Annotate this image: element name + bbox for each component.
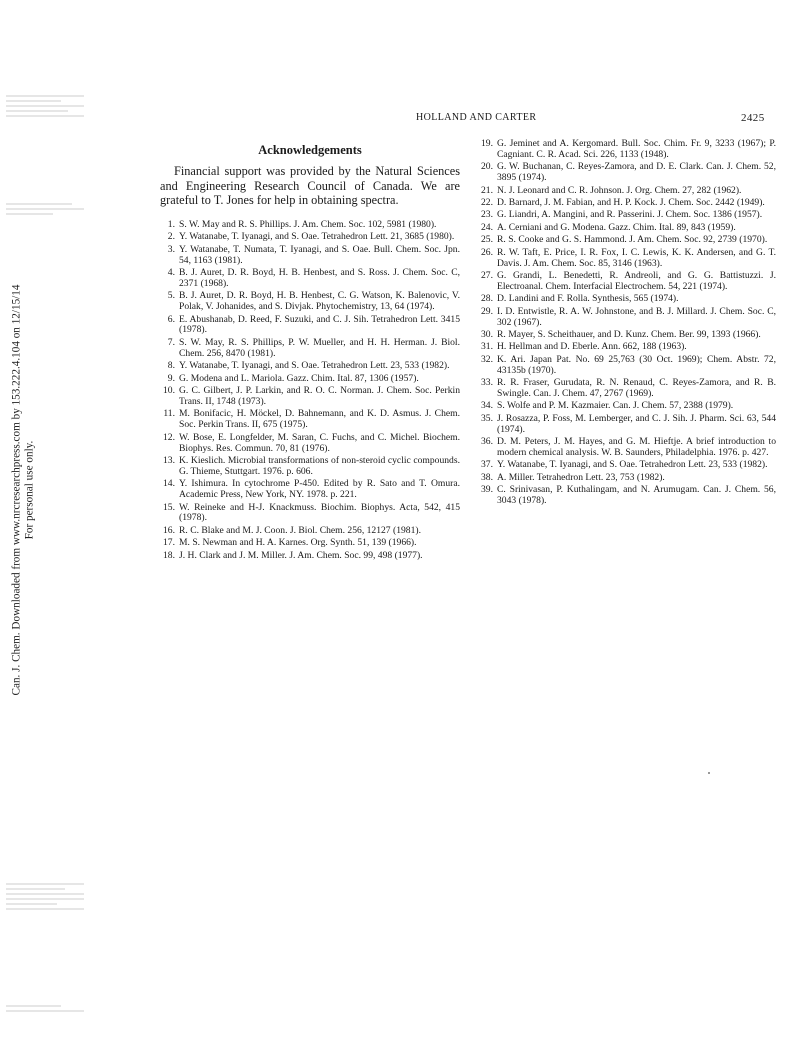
reference-item [160, 268, 460, 290]
scan-artifact [6, 200, 84, 218]
reference-item [160, 503, 460, 525]
scan-speck [708, 772, 710, 774]
reference-text: J. Rosazza, P. Foss, M. Lemberger, and C. J. Sih. J. Pharm. Sci. 63, 544 (1974). [497, 412, 776, 435]
download-notice-line: Can. J. Chem. Downloaded from www.nrcresearchpress.com by 153.222.4.104 on 12/15/14 [10, 284, 23, 696]
reference-text: S. W. May and R. S. Phillips. J. Am. Chem. Soc. 102, 5981 (1980). [179, 218, 437, 230]
reference-number: 34. [481, 400, 493, 412]
reference-item [478, 235, 776, 246]
reference-text: K. Ari. Japan Pat. No. 69 25,763 (30 Oct. 1969); Chem. Abstr. 72, 43135b (1970). [497, 353, 776, 376]
reference-text: W. Reineke and H-J. Knackmuss. Biochim. Biophys. Acta, 542, 415 (1978). [179, 501, 460, 524]
reference-item [478, 139, 776, 161]
reference-item [478, 355, 776, 377]
reference-number: 7. [167, 336, 175, 348]
reference-number: 10. [163, 384, 175, 396]
reference-number: 21. [481, 184, 493, 196]
running-title: HOLLAND AND CARTER [416, 112, 537, 123]
reference-number: 2. [167, 231, 175, 243]
reference-text: G. Liandri, A. Mangini, and R. Passerini. J. Chem. Soc. 1386 (1957). [497, 209, 763, 221]
reference-number: 29. [481, 305, 493, 317]
reference-item [478, 223, 776, 234]
reference-item [160, 551, 460, 562]
reference-text: G. W. Buchanan, C. Reyes-Zamora, and D. E. Clark. Can. J. Chem. 52, 3895 (1974). [497, 161, 776, 184]
acknowledgements-text: Financial support was provided by the Natural Sciences and Engineering Research Council of Canada. We are grateful to T. Jones for help in obtaining spectra. [160, 164, 460, 208]
reference-text: Y. Watanabe, T. Iyanagi, and S. Oae. Tetrahedron Lett. 23, 533 (1982). [497, 459, 768, 471]
reference-item [160, 456, 460, 478]
reference-number: 20. [481, 161, 493, 173]
reference-text: G. Modena and L. Mariola. Gazz. Chim. Ital. 87, 1306 (1957). [179, 372, 419, 384]
reference-text: C. Srinivasan, P. Kuthalingam, and N. Arumugam. Can. J. Chem. 56, 3043 (1978). [497, 484, 776, 507]
reference-item [160, 245, 460, 267]
reference-list-left [160, 220, 460, 562]
reference-number: 19. [481, 138, 493, 149]
reference-text: R. S. Cooke and G. S. Hammond. J. Am. Chem. Soc. 92, 2739 (1970). [497, 234, 768, 246]
reference-number: 17. [163, 537, 175, 549]
reference-item [160, 361, 460, 372]
personal-use-notice: For personal use only. [23, 440, 35, 540]
reference-number: 6. [167, 313, 175, 325]
reference-list-right [478, 139, 776, 507]
reference-text: R. W. Taft, E. Price, I. R. Fox, I. C. Lewis, K. K. Andersen, and G. T. Davis. J. Am. Chem. Soc. 85, 3146 (1963). [497, 246, 776, 269]
reference-item [478, 248, 776, 270]
reference-item [160, 386, 460, 408]
reference-item [160, 220, 460, 231]
reference-text: J. H. Clark and J. M. Miller. J. Am. Chem. Soc. 99, 498 (1977). [179, 549, 423, 561]
reference-item [478, 330, 776, 341]
reference-item [478, 198, 776, 209]
reference-text: S. W. May, R. S. Phillips, P. W. Mueller, and H. H. Herman. J. Biol. Chem. 256, 8470 (1981). [179, 336, 460, 359]
reference-text: H. Hellman and D. Eberle. Ann. 662, 188 (1963). [497, 341, 687, 353]
reference-item [160, 433, 460, 455]
page-header [0, 112, 812, 128]
download-notice [11, 285, 36, 696]
reference-number: 1. [167, 218, 175, 230]
reference-item [478, 210, 776, 221]
reference-number: 31. [481, 341, 493, 353]
reference-text: Y. Ishimura. In cytochrome P-450. Edited by R. Sato and T. Omura. Academic Press, New York, NY. 1978. p. 221. [179, 478, 460, 501]
reference-number: 39. [481, 484, 493, 496]
reference-number: 38. [481, 471, 493, 483]
reference-item [160, 526, 460, 537]
reference-item [160, 338, 460, 360]
reference-item [160, 409, 460, 431]
reference-text: S. Wolfe and P. M. Kazmaier. Can. J. Chem. 57, 2388 (1979). [497, 400, 734, 412]
scan-artifact [6, 1002, 84, 1015]
reference-item [478, 307, 776, 329]
reference-number: 14. [163, 478, 175, 490]
reference-item [478, 401, 776, 412]
reference-number: 5. [167, 290, 175, 302]
reference-item [160, 315, 460, 337]
reference-item [478, 294, 776, 305]
acknowledgements-title: Acknowledgements [258, 143, 362, 157]
reference-item [478, 437, 776, 459]
reference-text: E. Abushanab, D. Reed, F. Suzuki, and C. J. Sih. Tetrahedron Lett. 3415 (1978). [179, 313, 460, 336]
reference-number: 3. [167, 243, 175, 255]
reference-item [160, 232, 460, 243]
reference-item [160, 538, 460, 549]
reference-number: 30. [481, 329, 493, 340]
reference-text: D. M. Peters, J. M. Hayes, and G. M. Hieftje. A brief introduction to modern chemical analysis. W. B. Saunders, Philadelphia. 1976. p. 427. [497, 436, 776, 459]
scan-artifact [6, 880, 84, 913]
reference-item [160, 374, 460, 385]
reference-text: R. C. Blake and M. J. Coon. J. Biol. Chem. 256, 12127 (1981). [179, 524, 421, 536]
reference-text: M. Bonifacic, H. Möckel, D. Bahnemann, and K. D. Asmus. J. Chem. Soc. Perkin Trans. II, 675 (1975). [179, 408, 460, 431]
reference-item [478, 485, 776, 507]
reference-text: B. J. Auret, D. R. Boyd, H. B. Henbest, C. G. Watson, K. Balenovic, V. Polak, V. Johanides, and S. Divjak. Phytochemistry, 13, 64 (1974). [179, 290, 460, 313]
reference-text: A. Miller. Tetrahedron Lett. 23, 753 (1982). [497, 471, 665, 483]
reference-number: 35. [481, 412, 493, 424]
reference-text: Y. Watanabe, T. Iyanagi, and S. Oae. Tetrahedron Lett. 21, 3685 (1980). [179, 231, 455, 243]
reference-item [478, 342, 776, 353]
left-column [160, 143, 460, 563]
reference-item [478, 186, 776, 197]
reference-item [478, 414, 776, 436]
reference-text: D. Landini and F. Rolla. Synthesis, 565 (1974). [497, 293, 679, 305]
reference-text: W. Bose, E. Longfelder, M. Saran, C. Fuchs, and C. Michel. Biochem. Biophys. Res. Commun. 70, 81 (1976). [179, 431, 460, 454]
reference-number: 24. [481, 221, 493, 233]
reference-number: 23. [481, 209, 493, 221]
reference-number: 32. [481, 353, 493, 365]
scan-artifact [6, 92, 84, 120]
reference-item [478, 271, 776, 293]
reference-text: G. C. Gilbert, J. P. Larkin, and R. O. C. Norman. J. Chem. Soc. Perkin Trans. II, 1748 (1973). [179, 384, 460, 407]
reference-text: D. Barnard, J. M. Fabian, and H. P. Kock. J. Chem. Soc. 2442 (1949). [497, 197, 765, 209]
reference-number: 37. [481, 459, 493, 471]
reference-number: 25. [481, 234, 493, 246]
reference-text: R. Mayer, S. Scheithauer, and D. Kunz. Chem. Ber. 99, 1393 (1966). [497, 329, 761, 340]
reference-number: 18. [163, 549, 175, 561]
reference-number: 13. [163, 454, 175, 466]
reference-number: 11. [163, 408, 175, 420]
reference-number: 36. [481, 436, 493, 448]
reference-text: A. Cerniani and G. Modena. Gazz. Chim. Ital. 89, 843 (1959). [497, 221, 736, 233]
reference-item [478, 473, 776, 484]
reference-number: 8. [167, 360, 175, 372]
reference-text: M. S. Newman and H. A. Karnes. Org. Synth. 51, 139 (1966). [179, 537, 417, 549]
reference-number: 33. [481, 377, 493, 389]
reference-text: R. R. Fraser, Gurudata, R. N. Renaud, C. Reyes-Zamora, and R. B. Swingle. Can. J. Chem. 47, 2767 (1969). [497, 377, 776, 400]
reference-item [478, 460, 776, 471]
reference-number: 27. [481, 269, 493, 281]
reference-number: 4. [167, 266, 175, 278]
download-sidebar [3, 280, 43, 700]
reference-item [478, 162, 776, 184]
reference-number: 9. [167, 372, 175, 384]
reference-number: 28. [481, 293, 493, 305]
page-number: 2425 [741, 112, 765, 124]
reference-text: Y. Watanabe, T. Numata, T. Iyanagi, and S. Oae. Bull. Chem. Soc. Jpn. 54, 1163 (1981). [179, 243, 460, 266]
reference-item [160, 291, 460, 313]
reference-text: N. J. Leonard and C. R. Johnson. J. Org. Chem. 27, 282 (1962). [497, 184, 742, 196]
reference-number: 16. [163, 524, 175, 536]
reference-text: Y. Watanabe, T. Iyanagi, and S. Oae. Tetrahedron Lett. 23, 533 (1982). [179, 360, 450, 372]
reference-number: 22. [481, 197, 493, 209]
reference-text: G. Grandi, L. Benedetti, R. Andreoli, and G. G. Battistuzzi. J. Electroanal. Chem. Interfacial Electrochem. 54, 221 (1974). [497, 269, 776, 292]
reference-text: I. D. Entwistle, R. A. W. Johnstone, and B. J. Millard. J. Chem. Soc. C, 302 (1967). [497, 305, 776, 328]
reference-text: B. J. Auret, D. R. Boyd, H. B. Henbest, and S. Ross. J. Chem. Soc. C, 2371 (1968). [179, 266, 460, 289]
reference-number: 15. [163, 501, 175, 513]
reference-item [160, 479, 460, 501]
right-column [478, 139, 776, 509]
reference-item [478, 378, 776, 400]
reference-number: 26. [481, 246, 493, 258]
reference-number: 12. [163, 431, 175, 443]
reference-text: G. Jeminet and A. Kergomard. Bull. Soc. Chim. Fr. 9, 3233 (1967); P. Cagniant. C. R. Acad. Sci. 226, 1133 (1948). [497, 138, 776, 160]
reference-text: K. Kieslich. Microbial transformations of non-steroid cyclic compounds. G. Thieme, Stuttgart. 1976. p. 606. [179, 454, 460, 477]
